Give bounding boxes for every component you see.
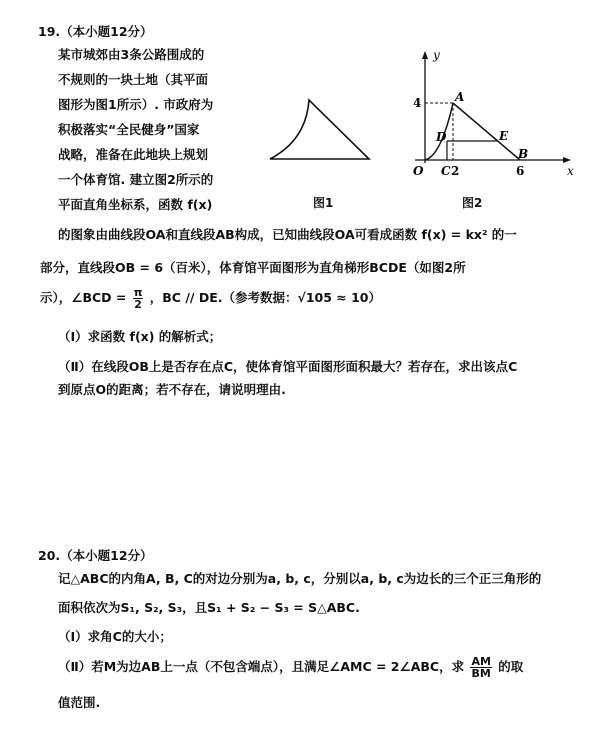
q19-wrapped-line: 积极落实“全民健身”国家 bbox=[58, 122, 200, 137]
fraction-denominator: BM bbox=[471, 667, 491, 680]
q19-wrapped-line: 不规则的一块土地（其平面 bbox=[58, 72, 209, 87]
q19-wrapped-line: 平面直角坐标系，函数 f(x) bbox=[58, 197, 213, 212]
label-y-4: 4 bbox=[413, 96, 422, 110]
figure-1-shape bbox=[270, 100, 369, 159]
label-x-6: 6 bbox=[516, 164, 525, 178]
figure-2-caption: 图2 bbox=[462, 196, 483, 210]
figure-2-diagram bbox=[385, 45, 575, 185]
label-b: B bbox=[518, 147, 529, 161]
fraction-am-over-bm bbox=[470, 656, 491, 679]
y-axis-arrow-icon bbox=[422, 51, 428, 59]
q19-part-2-line-2: 到原点O的距离；若不存在，请说明理由. bbox=[58, 382, 286, 397]
q20-part-1: （Ⅰ）求角C的大小； bbox=[58, 629, 172, 644]
label-e: E bbox=[499, 129, 509, 143]
fraction-pi-over-2 bbox=[133, 287, 144, 310]
q19-wrapped-line: 图形为图1所示）. 市政府为 bbox=[58, 97, 214, 112]
label-y: y bbox=[433, 48, 440, 62]
q19-full-line-2: 部分，直线段OB = 6（百米），体育馆平面图形为直角梯形BCDE（如图2所 bbox=[40, 260, 466, 275]
fraction-numerator: AM bbox=[471, 655, 491, 668]
q19-full-line-3-a: 示），∠BCD = bbox=[40, 290, 127, 305]
label-d: D bbox=[436, 130, 447, 144]
segment-ab bbox=[453, 103, 520, 160]
fraction-numerator: π bbox=[133, 286, 143, 299]
q19-wrapped-text bbox=[58, 48, 213, 223]
q19-full-line-3 bbox=[40, 287, 381, 310]
q19-wrapped-line: 战略，准备在此地块上规划 bbox=[58, 147, 209, 162]
q20-part-2-line-2: 值范围. bbox=[58, 695, 101, 710]
q20-part-2 bbox=[58, 656, 523, 679]
label-x-2: 2 bbox=[451, 164, 460, 178]
label-c: C bbox=[441, 164, 451, 178]
q20-part-2-b: 的取 bbox=[498, 659, 524, 674]
figure-1-caption: 图1 bbox=[313, 196, 334, 210]
q20-header: 20.（本小题12分） bbox=[38, 548, 153, 563]
q19-wrapped-line: 某市城郊由3条公路围成的 bbox=[58, 47, 205, 62]
label-o: O bbox=[413, 164, 424, 178]
q19-part-2-line-1: （Ⅱ）在线段OB上是否存在点C，使体育馆平面图形面积最大？若存在，求出该点C bbox=[58, 359, 518, 374]
fraction-denominator: 2 bbox=[134, 298, 142, 311]
q19-full-line-3-b: ，BC // DE.（参考数据：√105 ≈ 10） bbox=[149, 290, 381, 305]
q19-full-line-1: 的图象由曲线段OA和直线段AB构成，已知曲线段OA可看成函数 f(x) = kx² 的一 bbox=[58, 227, 517, 242]
q19-header: 19.（本小题12分） bbox=[38, 24, 153, 39]
q19-wrapped-line: 一个体育馆. 建立图2所示的 bbox=[58, 172, 214, 187]
q20-part-2-a: （Ⅱ）若M为边AB上一点（不包含端点），且满足∠AMC = 2∠ABC，求 bbox=[58, 659, 465, 674]
q20-line-1: 记△ABC的内角A, B, C的对边分别为a, b, c，分别以a, b, c为边长的三个正三角形的 bbox=[58, 571, 542, 586]
x-axis-arrow-icon bbox=[563, 157, 571, 163]
q19-part-1: （Ⅰ）求函数 f(x) 的解析式； bbox=[58, 329, 222, 344]
q20-line-2: 面积依次为S₁, S₂, S₃，且S₁ + S₂ − S₃ = S△ABC. bbox=[58, 600, 360, 615]
figure-1-diagram bbox=[265, 92, 375, 166]
label-a: A bbox=[455, 90, 465, 104]
label-x: x bbox=[567, 164, 574, 178]
